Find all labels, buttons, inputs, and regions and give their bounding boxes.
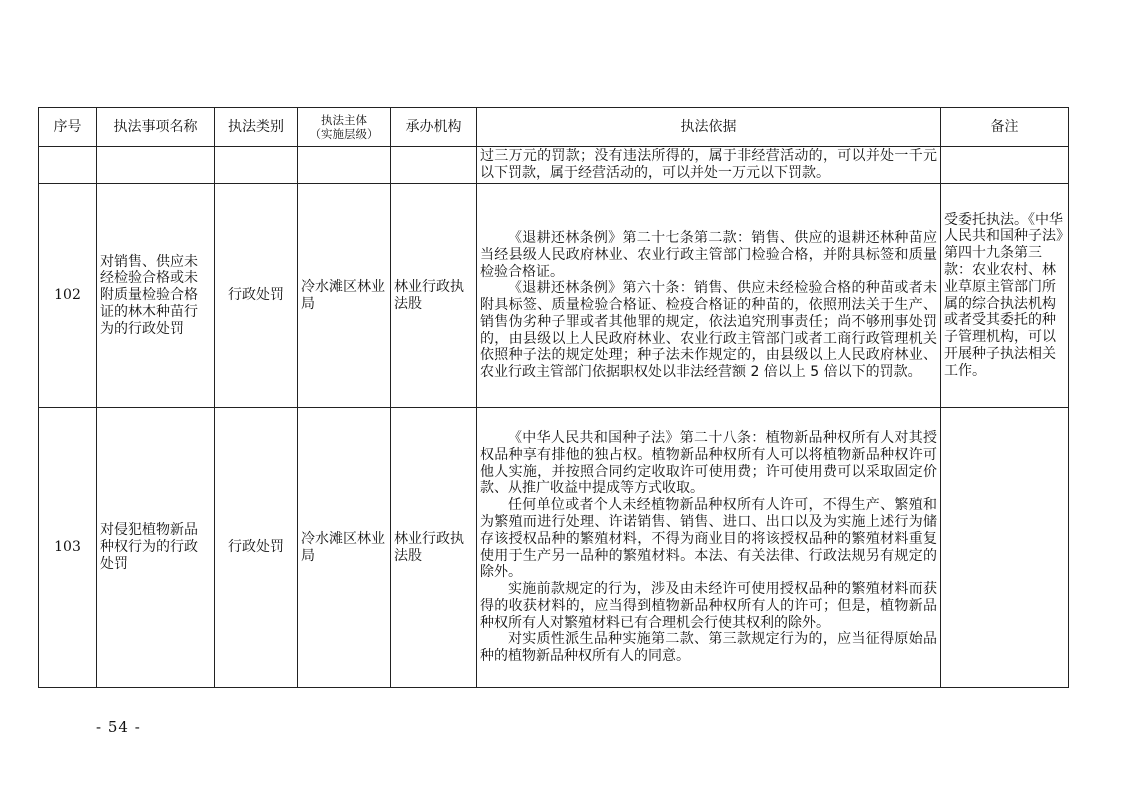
cell-remarks [941,408,1069,688]
basis-paragraph: 实施前款规定的行为，涉及由未经许可使用授权品种的繁殖材料而获得的收获材料的，应当得到植物新品种权所有人的许可；但是，植物新品种权所有人对繁殖材料已有合理机会行使其权利的除外。 [480,581,937,631]
cell-item-name: 对销售、供应未经检验合格或未附质量检验合格证的林木种苗行为的行政处罚 [97,184,215,408]
cell-agency: 林业行政执法股 [391,408,477,688]
basis-paragraph: 《中华人民共和国种子法》第二十八条：植物新品种权所有人对其授权品种享有排他的独占权。植物新品种权所有人可以将植物新品种权许可他人实施，并按照合同约定收取许可使用费；许可使用费可以采取固定价款、从推广收益中提成等方式收取。 [480,429,937,497]
cell-agency [391,147,477,184]
header-category: 执法类别 [215,108,298,147]
cell-remarks: 受委托执法。《中华人民共和国种子法》第四十九条第三款：农业农村、林业草原主管部门所属的综合执法机构或者受其委托的种子管理机构，可以开展种子执法相关工作。 [941,184,1069,408]
cell-subject: 冷水滩区林业局 [298,408,391,688]
header-row [39,108,1069,147]
table-row [39,408,1069,688]
cell-seq: 102 [39,184,97,408]
cell-category: 行政处罚 [215,184,298,408]
table-row [39,184,1069,408]
cell-remarks [941,147,1069,184]
enforcement-table [38,107,1069,688]
header-remarks: 备注 [941,108,1069,147]
header-item-name: 执法事项名称 [97,108,215,147]
basis-paragraph: 《退耕还林条例》第二十七条第二款：销售、供应的退耕还林种苗应当经县级人民政府林业、农业行政主管部门检验合格，并附具标签和质量检验合格证。 [480,229,937,280]
basis-paragraph: 《退耕还林条例》第六十条：销售、供应未经检验合格的种苗或者未附具标签、质量检验合格证、检疫合格证的种苗的，依照刑法关于生产、销售伪劣种子罪或者其他罪的规定，依法追究刑事责任；尚不够刑事处罚的，由县级以上人民政府林业、农业行政主管部门或者工商行政管理机关依照种子法的规定处理；种子法未作规定的，由县级以上人民政府林业、农业行政主管部门依据职权处以非法经营额 2 倍以上 5 倍以下的罚款。 [480,280,937,381]
cell-basis [477,147,941,184]
cell-item-name: 对侵犯植物新品种权行为的行政处罚 [97,408,215,688]
table-row-continuation [39,147,1069,184]
header-agency: 承办机构 [391,108,477,147]
cell-category: 行政处罚 [215,408,298,688]
cell-subject: 冷水滩区林业局 [298,184,391,408]
cell-agency: 林业行政执法股 [391,184,477,408]
basis-paragraph: 对实质性派生品种实施第二款、第三款规定行为的，应当征得原始品种的植物新品种权所有人的同意。 [480,631,937,665]
header-subject-line2: （实施层级） [309,127,379,141]
header-subject-line1: 执法主体 [321,113,367,127]
cell-category [215,147,298,184]
cell-basis [477,184,941,408]
cell-basis [477,408,941,688]
cell-item-name [97,147,215,184]
cell-seq [39,147,97,184]
basis-paragraph: 任何单位或者个人未经植物新品种权所有人许可，不得生产、繁殖和为繁殖而进行处理、许诺销售、销售、进口、出口以及为实施上述行为储存该授权品种的繁殖材料，不得为商业目的将该授权品种的繁殖材料重复使用于生产另一品种的繁殖材料。本法、有关法律、行政法规另有规定的除外。 [480,497,937,581]
header-subject [298,108,391,147]
basis-paragraph: 过三万元的罚款；没有违法所得的，属于非经营活动的，可以并处一千元以下罚款，属于经营活动的，可以并处一万元以下罚款。 [480,148,937,181]
page-number: - 54 - [96,718,141,736]
header-seq: 序号 [39,108,97,147]
cell-seq: 103 [39,408,97,688]
header-basis: 执法依据 [477,108,941,147]
cell-subject [298,147,391,184]
